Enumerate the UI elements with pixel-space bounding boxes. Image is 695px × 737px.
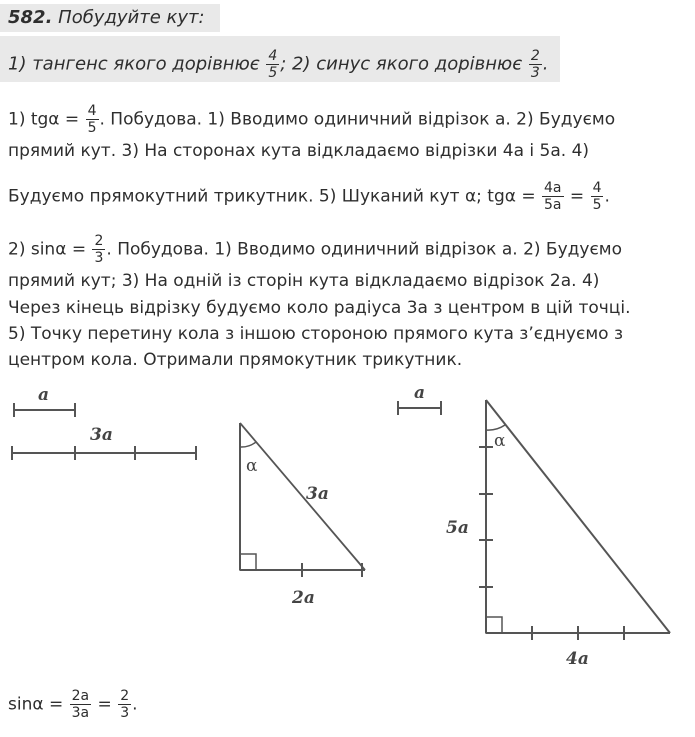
unit-segment-a xyxy=(14,403,75,417)
problem-title: 582. Побудуйте кут: xyxy=(8,7,205,28)
solution2-line4: 5) Точку перетину кола з іншою стороною прямого кута з’єднуємо з xyxy=(8,324,623,344)
solution2-line5: центром кола. Отримали прямокутник трикутник. xyxy=(8,350,463,370)
label-angle-alpha-1: α xyxy=(246,456,258,476)
fraction: $\frac{2}{3}$ xyxy=(530,48,540,81)
solution1-line2: прямий кут. 3) На сторонах кута відкладаємо відрізки 4a і 5a. 4) xyxy=(8,141,590,161)
fraction: $\frac{2}{3}$ xyxy=(120,688,130,721)
fraction: $\frac{4}{5}$ xyxy=(268,48,278,81)
triangle-tg xyxy=(479,400,670,640)
fraction: $\frac{4}{5}$ xyxy=(592,180,602,213)
segment-3a xyxy=(12,446,196,460)
problem-statement: 1) тангенс якого дорівнює $\frac{4}{5}$ ; 2) синус якого дорівнює $\frac{2}{3}$ . xyxy=(8,48,549,81)
label-unit-a-right: a xyxy=(414,383,426,403)
solution1-line1: 1) tgα = $\frac{4}{5}$ . Побудова. 1) Вводимо одиничний відрізок a. 2) Будуємо xyxy=(8,103,616,136)
solution2-line2: прямий кут; 3) На одній із сторін кута відкладаємо відрізок 2a. 4) xyxy=(8,271,600,291)
label-vertical-5a: 5a xyxy=(446,518,469,538)
unit-segment-a-right xyxy=(398,401,441,415)
fraction: $\frac{4a}{5a}$ xyxy=(544,180,562,213)
label-horizontal-4a: 4a xyxy=(566,649,589,669)
label-hyp-3a: 3a xyxy=(306,484,329,504)
solution2-line1: 2) sinα = $\frac{2}{3}$ . Побудова. 1) Вводимо одиничний відрізок a. 2) Будуємо xyxy=(8,233,623,266)
problem-number: 582. xyxy=(8,7,53,28)
label-angle-alpha-2: α xyxy=(494,431,506,451)
fraction: $\frac{4}{5}$ xyxy=(87,103,97,136)
triangle-sin xyxy=(240,423,365,577)
fraction: $\frac{2a}{3a}$ xyxy=(71,688,90,721)
solution1-line3: Будуємо прямокутний трикутник. 5) Шуканий кут α; tgα = $\frac{4a}{5a}$ = $\frac{4}{5}$ . xyxy=(8,180,610,213)
fraction: $\frac{2}{3}$ xyxy=(94,233,104,266)
label-3a: 3a xyxy=(90,425,113,445)
label-unit-a: a xyxy=(38,385,50,405)
result-formula: sinα = $\frac{2a}{3a}$ = $\frac{2}{3}$ . xyxy=(8,688,138,721)
label-leg-2a: 2a xyxy=(292,588,315,608)
solution2-line3: Через кінець відрізку будуємо коло радіуса 3a з центром в цій точці. xyxy=(8,298,631,318)
